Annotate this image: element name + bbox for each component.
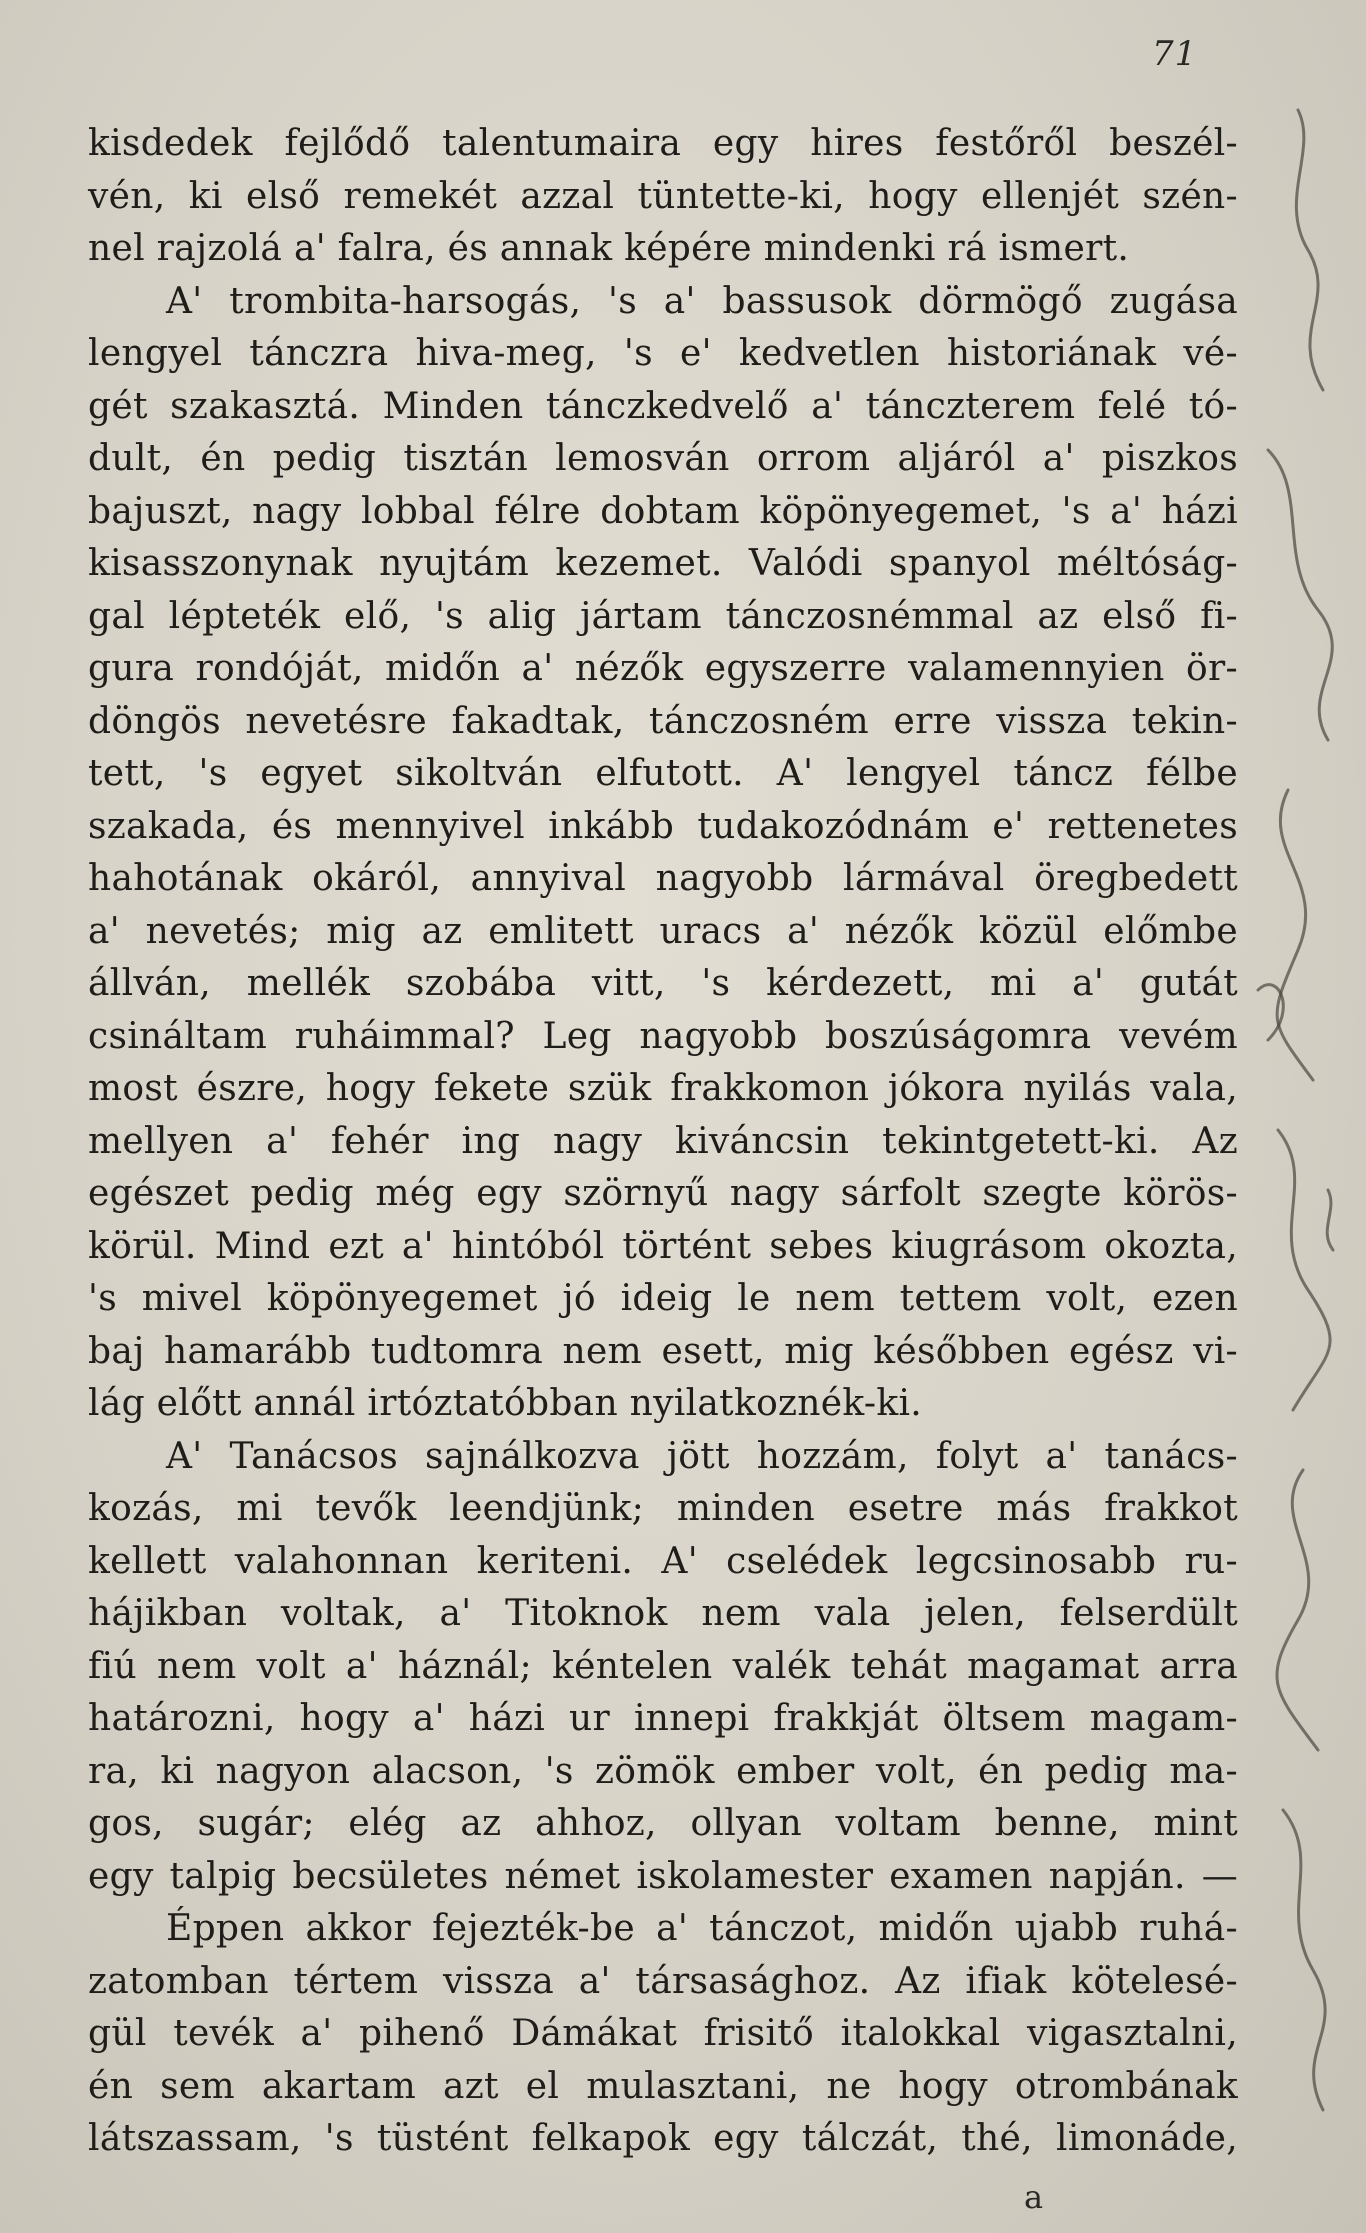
text-line: vén, ki első remekét azzal tüntette-ki, hogy ellenjét szén- (88, 175, 1238, 217)
text-line: gét szakasztá. Minden tánczkedvelő a' tánczterem felé tó- (88, 385, 1238, 427)
text-line: kellett valahonnan keriteni. A' cselédek legcsinosabb ru- (88, 1540, 1238, 1582)
text-line: fiú nem volt a' háznál; kéntelen valék tehát magamat arra (88, 1645, 1238, 1687)
text-line: Éppen akkor fejezték-be a' tánczot, midőn ujabb ruhá- (166, 1908, 1238, 1949)
text-line: baj hamarább tudtomra nem esett, mig későbben egész vi- (88, 1330, 1238, 1372)
handwritten-margin-annotation (1238, 90, 1358, 2190)
text-line: döngös nevetésre fakadtak, tánczosném erre vissza tekin- (88, 700, 1238, 742)
text-line: én sem akartam azt el mulasztani, ne hogy otrombának (88, 2065, 1238, 2107)
text-line: nel rajzolá a' falra, és annak képére mindenki rá ismert. (88, 228, 1130, 269)
text-line: gül tevék a' pihenő Dámákat frisitő italokkal vigasztalni, (88, 2013, 1238, 2054)
text-line: A' Tanácsos sajnálkozva jött hozzám, folyt a' tanács- (166, 1435, 1238, 1477)
body-text (88, 118, 1238, 2166)
text-line: látszassam, 's tüstént felkapok egy tálczát, thé, limonáde, (88, 2118, 1238, 2159)
text-line: bajuszt, nagy lobbal félre dobtam köpönyegemet, 's a' házi (88, 490, 1238, 532)
text-line: egy talpig becsületes német iskolamester examen napján. — (88, 1855, 1238, 1897)
text-line: dult, én pedig tisztán lemosván orrom aljáról a' piszkos (88, 438, 1238, 479)
text-line: mellyen a' fehér ing nagy kiváncsin tekintgetett-ki. Az (88, 1120, 1238, 1162)
page-number: 71 (1152, 34, 1198, 74)
text-line: gal lépteték elő, 's alig jártam tánczosnémmal az első fi- (88, 595, 1238, 637)
text-line: egészet pedig még egy szörnyű nagy sárfolt szegte körös- (88, 1173, 1238, 1214)
text-line: gura rondóját, midőn a' nézők egyszerre valamennyien ör- (88, 648, 1238, 689)
text-line: hájikban voltak, a' Titoknok nem vala jelen, felserdült (88, 1593, 1238, 1634)
text-line: kozás, mi tevők leendjünk; minden esetre más frakkot (88, 1488, 1238, 1529)
text-line: kisdedek fejlődő talentumaira egy hires festőről beszél- (88, 123, 1238, 164)
text-line: kisasszonynak nyujtám kezemet. Valódi spanyol méltóság- (88, 543, 1238, 584)
text-line: hahotának okáról, annyival nagyobb lármával öregbedett (88, 858, 1238, 899)
text-line: a' nevetés; mig az emlitett uracs a' nézők közül előmbe (88, 910, 1238, 952)
text-line: ra, ki nagyon alacson, 's zömök ember volt, én pedig ma- (88, 1750, 1238, 1792)
text-line: lág előtt annál irtóztatóbban nyilatkoznék-ki. (88, 1383, 923, 1424)
text-line: lengyel tánczra hiva-meg, 's e' kedvetlen historiának vé- (88, 333, 1238, 374)
text-line: zatomban tértem vissza a' társasághoz. Az ifiak kötelesé- (88, 1960, 1238, 2002)
text-line: csináltam ruháimmal? Leg nagyobb boszúságomra vevém (88, 1015, 1238, 1057)
text-line: határozni, hogy a' házi ur innepi frakkját öltsem magam- (88, 1698, 1238, 1739)
text-line: most észre, hogy fekete szük frakkomon jókora nyilás vala, (88, 1068, 1238, 1109)
text-line: gos, sugár; elég az ahhoz, ollyan voltam benne, mint (88, 1803, 1238, 1844)
text-line: körül. Mind ezt a' hintóból történt sebes kiugrásom okozta, (88, 1225, 1238, 1267)
text-line: 's mivel köpönyegemet jó ideig le nem tettem volt, ezen (88, 1278, 1238, 1319)
catchword: a (1024, 2178, 1044, 2216)
text-line: állván, mellék szobába vitt, 's kérdezett, mi a' gutát (88, 963, 1238, 1004)
text-line: tett, 's egyet sikoltván elfutott. A' lengyel táncz félbe (88, 753, 1238, 794)
text-line: szakada, és mennyivel inkább tudakozódnám e' rettenetes (88, 805, 1238, 847)
text-line: A' trombita-harsogás, 's a' bassusok dörmögő zugása (166, 280, 1238, 322)
